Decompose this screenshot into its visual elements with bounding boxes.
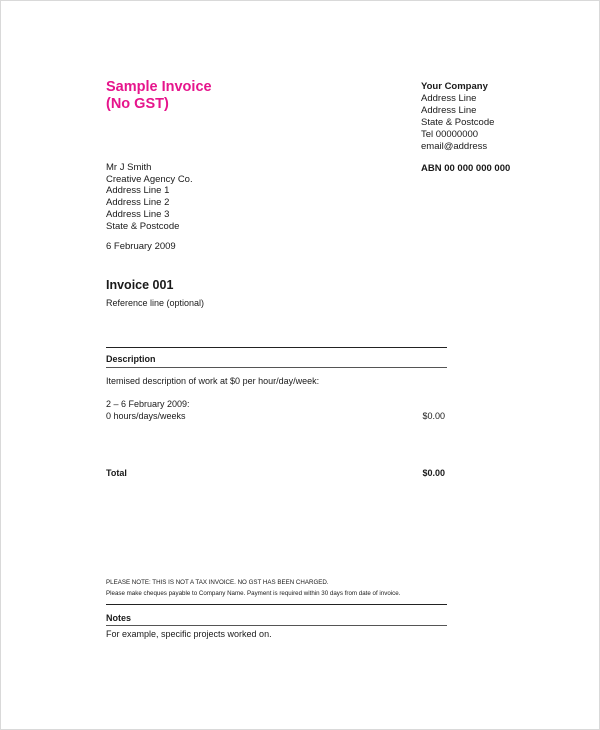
work-period: 2 – 6 February 2009: bbox=[106, 399, 190, 409]
invoice-title bbox=[106, 79, 212, 113]
company-abn: ABN 00 000 000 000 bbox=[421, 163, 511, 174]
company-address-line-2: Address Line bbox=[421, 105, 477, 116]
client-company: Creative Agency Co. bbox=[106, 173, 193, 185]
client-details bbox=[106, 162, 193, 232]
notes-top-rule bbox=[106, 604, 447, 605]
invoice-title-line1: Sample Invoice bbox=[106, 79, 212, 95]
company-name: Your Company bbox=[421, 81, 488, 92]
description-header: Description bbox=[106, 354, 156, 364]
line-amount: $0.00 bbox=[422, 411, 445, 421]
reference-line: Reference line (optional) bbox=[106, 298, 205, 308]
invoice-number: Invoice 001 bbox=[106, 278, 174, 292]
company-details bbox=[421, 81, 494, 153]
client-state-postcode: State & Postcode bbox=[106, 220, 180, 232]
payment-terms-note: Please make cheques payable to Company Name. Payment is required within 30 days from date of invoice. bbox=[106, 590, 401, 597]
company-tel: Tel 00000000 bbox=[421, 129, 479, 140]
work-hours: 0 hours/days/weeks bbox=[106, 411, 186, 421]
client-address-line-2: Address Line 2 bbox=[106, 197, 170, 209]
company-address-line: Address Line bbox=[421, 93, 477, 104]
client-address-line-3: Address Line 3 bbox=[106, 208, 170, 220]
total-label: Total bbox=[106, 468, 127, 478]
invoice-date: 6 February 2009 bbox=[106, 241, 176, 252]
company-state-postcode: State & Postcode bbox=[421, 117, 495, 128]
invoice-title-line2: (No GST) bbox=[106, 96, 169, 112]
notes-header: Notes bbox=[106, 613, 132, 623]
client-name: Mr J Smith bbox=[106, 162, 152, 173]
description-header-rule bbox=[106, 367, 447, 368]
total-amount: $0.00 bbox=[422, 468, 445, 478]
notes-header-rule bbox=[106, 625, 447, 626]
client-address-line-1: Address Line 1 bbox=[106, 185, 170, 197]
company-email: email@address bbox=[421, 141, 488, 152]
description-top-rule bbox=[106, 347, 447, 348]
notes-text: For example, specific projects worked on. bbox=[106, 629, 272, 639]
description-intro: Itemised description of work at $0 per hour/day/week: bbox=[106, 376, 320, 386]
tax-note: PLEASE NOTE: THIS IS NOT A TAX INVOICE. NO GST HAS BEEN CHARGED. bbox=[106, 579, 329, 586]
